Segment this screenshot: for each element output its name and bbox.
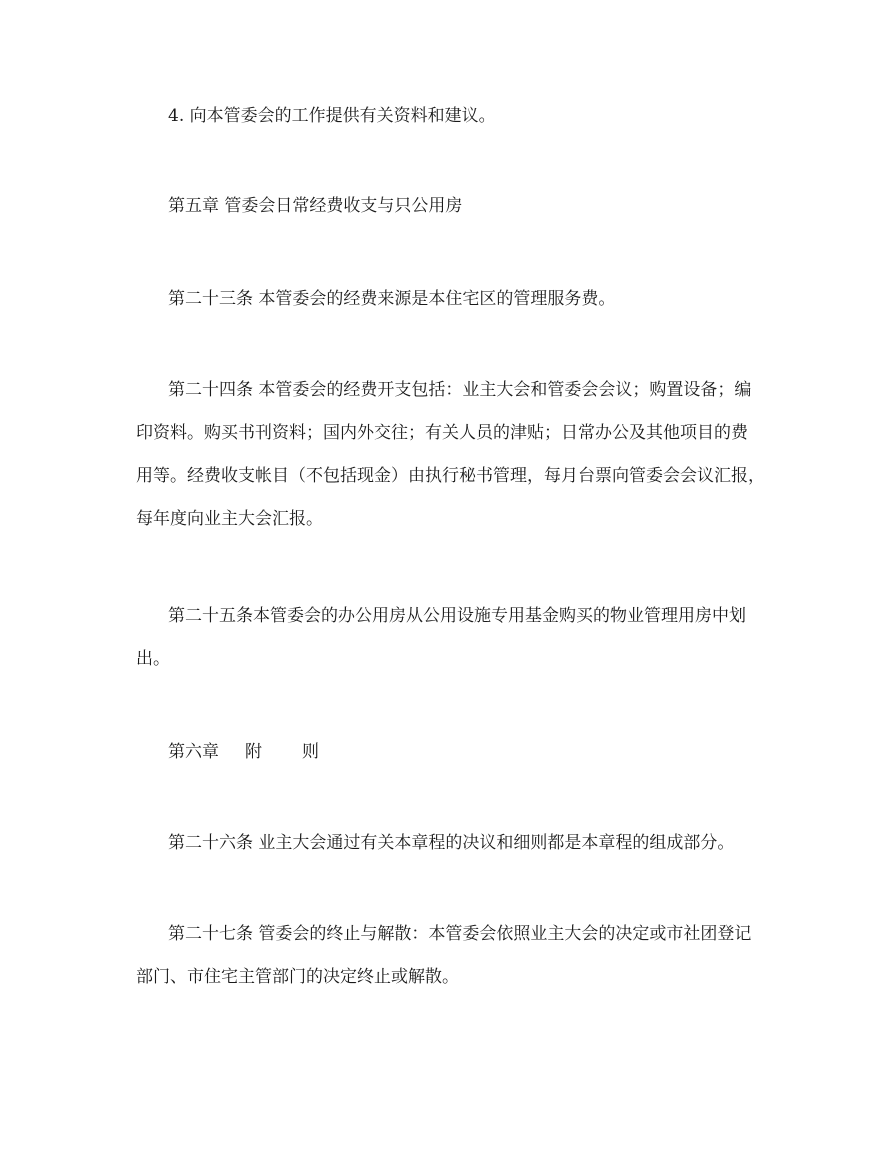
paragraph-line: 第二十七条 管委会的终止与解散：本管委会依照业主大会的决定或市社团登记 [168,924,752,944]
paragraph-line: 用等。经费收支帐目（不包括现金）由执行秘书管理，每月台票向管委会会议汇报， [136,466,765,486]
paragraph-line: 印资料。购买书刊资料；国内外交往；有关人员的津贴；日常办公及其他项目的费 [136,423,748,443]
chapter-label: 第六章 [168,742,219,762]
paragraph-line: 4. 向本管委会的工作提供有关资料和建议。 [168,106,496,126]
paragraph-line: 部门、市住宅主管部门的决定终止或解散。 [136,967,459,987]
article-25 [136,595,776,681]
chapter-word-1: 附 [245,742,262,762]
chapter-5-heading [136,185,776,228]
chapter-6-heading [136,731,776,774]
paragraph-line: 第二十六条 业主大会通过有关本章程的决议和细则都是本章程的组成部分。 [168,833,735,853]
article-27 [136,913,776,999]
article-26 [136,822,776,865]
article-23 [136,278,776,321]
paragraph-line: 第二十三条 本管委会的经费来源是本住宅区的管理服务费。 [168,289,616,309]
paragraph-item-4 [136,95,776,138]
paragraph-line: 出。 [136,649,170,669]
chapter-word-2: 则 [302,742,319,762]
paragraph-line: 第二十四条 本管委会的经费开支包括：业主大会和管委会会议；购置设备；编 [168,380,752,400]
article-24 [136,369,776,541]
chapter-heading-text: 第五章 管委会日常经费收支与只公用房 [168,196,463,216]
paragraph-line: 每年度向业主大会汇报。 [136,509,323,529]
paragraph-line: 第二十五条本管委会的办公用房从公用设施专用基金购买的物业管理用房中划 [168,606,746,626]
